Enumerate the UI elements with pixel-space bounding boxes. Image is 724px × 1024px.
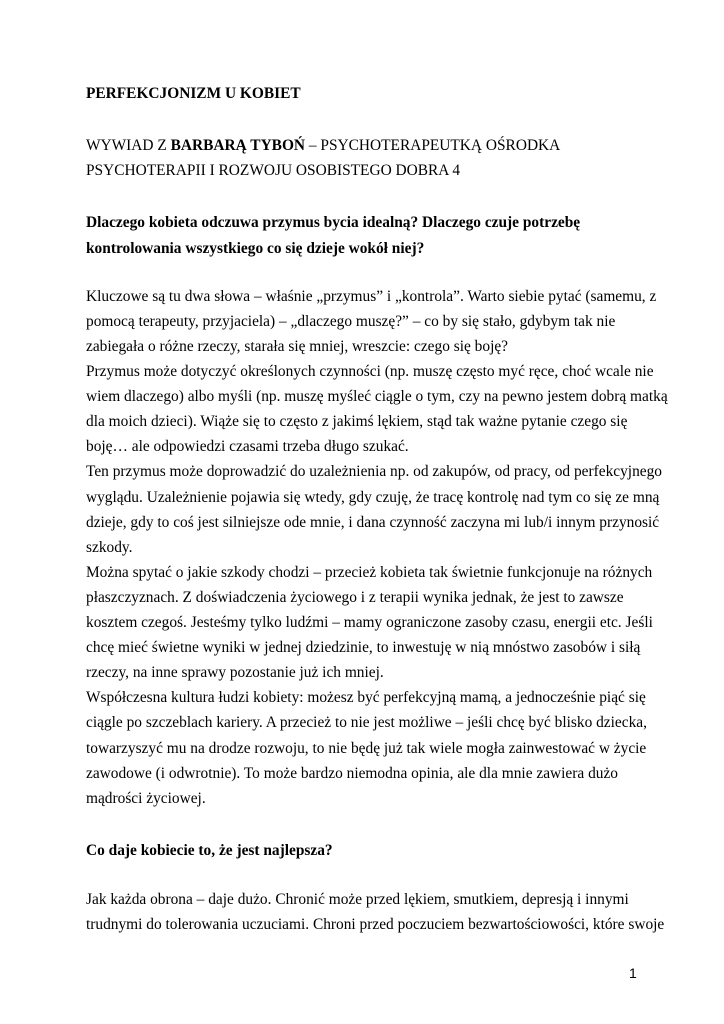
answer-1-line: Ten przymus może doprowadzić do uzależnienia np. od zakupów, od pracy, od perfekcyjnego — [86, 463, 662, 480]
interview-subtitle-line-2: PSYCHOTERAPII I ROZWOJU OSOBISTEGO DOBRA 4 — [86, 162, 461, 179]
answer-1-line: dzieje, gdy to coś jest silniejsze ode mnie, i dana czynność zaczyna mi lub/i innym przynosić — [86, 514, 660, 531]
answer-1-line: boję… ale odpowiedzi czasami trzeba długo szukać. — [86, 438, 409, 455]
question-2: Co daje kobiecie to, że jest najlepsza? — [86, 842, 333, 859]
answer-1-line: mądrości życiowej. — [86, 790, 206, 807]
answer-1-line: Można spytać o jakie szkody chodzi – przecież kobieta tak świetnie funkcjonuje na różnych — [86, 564, 653, 581]
answer-1-line: Przymus może dotyczyć określonych czynności (np. muszę często myć ręce, choć wcale nie — [86, 363, 654, 380]
page-number: 1 — [629, 965, 637, 981]
answer-1-line: szkody. — [86, 539, 133, 556]
answer-1-line: Współczesna kultura łudzi kobiety: możesz być perfekcyjną mamą, a jednocześnie piąć się — [86, 689, 646, 706]
answer-1-line: płaszczyznach. Z doświadczenia życiowego i z terapii wynika jednak, że jest to zawsze — [86, 589, 624, 606]
interview-subtitle-line-1 — [86, 137, 560, 155]
answer-1-line: towarzyszyć mu na drodze rozwoju, to nie będę już tak wiele mogła zainwestować w życie — [86, 740, 647, 757]
answer-2-line: Jak każda obrona – daje dużo. Chronić może przed lękiem, smutkiem, depresją i innymi — [86, 891, 629, 908]
answer-1-line: Kluczowe są tu dwa słowa – właśnie „przymus” i „kontrola”. Warto siebie pytać (samemu, z — [86, 288, 657, 305]
answer-1-line: pomocą terapeuty, przyjaciela) – „dlaczego muszę?” – co by się stało, gdybym tak nie — [86, 313, 616, 330]
answer-1-line: wyglądu. Uzależnienie pojawia się wtedy, gdy czuję, że tracę kontrolę nad tym co się ze mną — [86, 489, 660, 506]
answer-2-line: trudnymi do tolerowania uczuciami. Chroni przed poczuciem bezwartościowości, które swoje — [86, 916, 665, 933]
answer-1-line: kosztem czegoś. Jesteśmy tylko ludźmi – mamy ograniczone zasoby czasu, energii etc. Jeśli — [86, 614, 653, 631]
answer-1-line: zabiegała o różne rzeczy, starała się mniej, wreszcie: czego się boję? — [86, 338, 509, 355]
subtitle-prefix: WYWIAD Z — [86, 137, 171, 154]
document-title: PERFEKCJONIZM U KOBIET — [86, 85, 301, 102]
interviewee-name: BARBARĄ TYBOŃ — [170, 137, 306, 154]
answer-1-line: chcę mieć świetne wyniki w jednej dziedzinie, to inwestuję w nią mnóstwo zasobów i siłą — [86, 639, 641, 656]
question-1-line-1: Dlaczego kobieta odczuwa przymus bycia idealną? Dlaczego czuje potrzebę — [86, 214, 581, 231]
answer-1-line: dla moich dzieci). Wiąże się to często z jakimś lękiem, stąd tak ważne pytanie czego się — [86, 413, 628, 430]
answer-1-line: rzeczy, na inne sprawy pozostanie już ich mniej. — [86, 664, 384, 681]
answer-1-line: wiem dlaczego) albo myśli (np. muszę myśleć ciągle o tym, czy na pewno jestem dobrą matką — [86, 388, 668, 405]
question-1-line-2: kontrolowania wszystkiego co się dzieje wokół niej? — [86, 240, 425, 257]
answer-1-line: zawodowe (i odwrotnie). To może bardzo niemodna opinia, ale dla mnie zawiera dużo — [86, 765, 618, 782]
answer-1-line: ciągle po szczeblach kariery. A przecież to nie jest możliwe – jeśli chcę być blisko dziecka, — [86, 714, 647, 731]
subtitle-role: – PSYCHOTERAPEUTKĄ OŚRODKA — [305, 137, 561, 154]
